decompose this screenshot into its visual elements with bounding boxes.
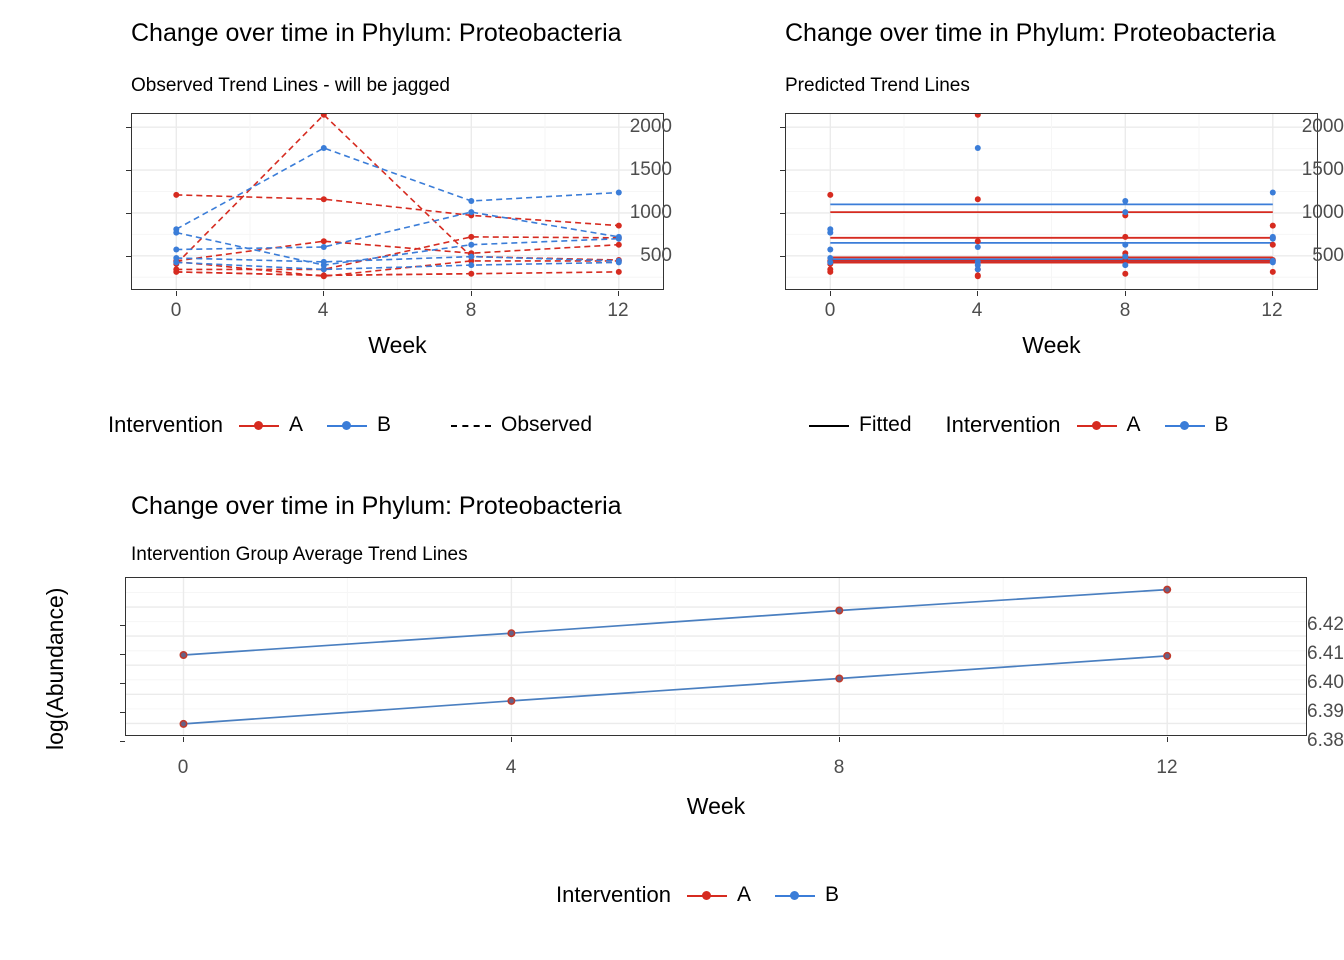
y-tickmark — [780, 127, 785, 128]
legend-label-a: A — [1126, 413, 1141, 436]
legend-title-intervention: Intervention — [556, 882, 671, 907]
x-tick-label: 12 — [1261, 300, 1283, 321]
legend-item-a[interactable] — [237, 413, 303, 437]
x-tickmark — [1125, 291, 1126, 296]
x-tick-label: 12 — [1156, 757, 1178, 778]
observed-legend — [108, 412, 614, 438]
x-tick-label: 0 — [170, 300, 182, 321]
legend-label-fitted: Fitted — [859, 413, 912, 436]
y-tick-label: 6.41 — [1307, 643, 1344, 664]
legend-key-b-icon — [773, 884, 817, 906]
y-tickmark — [780, 256, 785, 257]
legend-key-a-icon — [1075, 414, 1119, 436]
legend-key-b-icon — [1163, 414, 1207, 436]
legend-label-a: A — [736, 883, 751, 906]
panel-observed — [0, 0, 672, 460]
y-tick-label: 500 — [1312, 245, 1344, 266]
y-tickmark — [780, 170, 785, 171]
x-tick-label: 0 — [177, 757, 189, 778]
x-tick-label: 8 — [1119, 300, 1131, 321]
average-y-axis-title: log(Abundance) — [42, 587, 68, 750]
y-tick-label: 500 — [640, 245, 672, 266]
x-tickmark — [618, 291, 619, 296]
y-tickmark — [126, 127, 131, 128]
y-tick-label: 2000 — [1301, 116, 1344, 137]
legend-label-observed: Observed — [501, 413, 593, 436]
predicted-chart-svg — [786, 114, 1317, 289]
x-tick-label: 4 — [971, 300, 983, 321]
x-tickmark — [977, 291, 978, 296]
x-tick-label: 12 — [607, 300, 629, 321]
y-tickmark — [126, 170, 131, 171]
x-tickmark — [176, 291, 177, 296]
y-tickmark — [126, 256, 131, 257]
legend-item-b[interactable] — [325, 413, 391, 437]
panel-average — [0, 460, 1344, 960]
y-tick-label: 1500 — [629, 159, 672, 180]
observed-x-axis-title: Week — [368, 332, 427, 358]
legend-item-fitted[interactable] — [807, 413, 912, 437]
predicted-legend — [807, 412, 1251, 438]
legend-label-b: B — [824, 883, 839, 906]
x-tickmark — [830, 291, 831, 296]
x-tickmark — [1167, 737, 1168, 742]
legend-item-b[interactable] — [773, 883, 839, 907]
y-tickmark — [126, 213, 131, 214]
y-tick-label: 6.39 — [1307, 701, 1344, 722]
x-tickmark — [1272, 291, 1273, 296]
y-tickmark — [120, 654, 125, 655]
legend-label-a: A — [288, 413, 303, 436]
y-tick-label: 6.40 — [1307, 672, 1344, 693]
panel-predicted — [672, 0, 1344, 460]
average-legend — [556, 882, 861, 908]
legend-label-b: B — [1214, 413, 1229, 436]
y-tick-label: 1000 — [629, 202, 672, 223]
panel-predicted-subtitle: Predicted Trend Lines — [785, 75, 970, 96]
legend-key-fitted-icon — [807, 414, 851, 436]
predicted-plot-area — [785, 113, 1318, 290]
x-tick-label: 8 — [465, 300, 477, 321]
panel-observed-title: Change over time in Phylum: Proteobacteria — [131, 20, 622, 47]
y-tickmark — [120, 625, 125, 626]
y-tick-label: 1000 — [1301, 202, 1344, 223]
legend-key-b-icon — [325, 414, 369, 436]
y-tick-label: 2000 — [629, 116, 672, 137]
panel-predicted-title: Change over time in Phylum: Proteobacteria — [785, 20, 1276, 47]
average-chart-svg — [126, 578, 1306, 735]
panel-observed-subtitle: Observed Trend Lines - will be jagged — [131, 75, 450, 96]
legend-item-observed[interactable] — [449, 413, 592, 437]
x-tickmark — [471, 291, 472, 296]
legend-item-b[interactable] — [1163, 413, 1229, 437]
average-plot-area — [125, 577, 1307, 736]
legend-label-b: B — [376, 413, 391, 436]
x-tickmark — [839, 737, 840, 742]
y-tickmark — [120, 683, 125, 684]
y-tickmark — [120, 741, 125, 742]
x-tick-label: 8 — [833, 757, 845, 778]
x-tickmark — [183, 737, 184, 742]
y-tick-label: 1500 — [1301, 159, 1344, 180]
legend-item-a[interactable] — [685, 883, 751, 907]
legend-key-a-icon — [685, 884, 729, 906]
y-tickmark — [120, 712, 125, 713]
legend-title-intervention: Intervention — [945, 412, 1061, 437]
predicted-x-axis-title: Week — [1022, 332, 1081, 358]
x-tickmark — [323, 291, 324, 296]
x-tick-label: 4 — [317, 300, 329, 321]
y-tick-label: 6.38 — [1307, 730, 1344, 751]
legend-item-a[interactable] — [1075, 413, 1141, 437]
legend-key-a-icon — [237, 414, 281, 436]
average-x-axis-title: Week — [686, 793, 746, 819]
legend-title-intervention: Intervention — [108, 412, 223, 437]
y-tickmark — [780, 213, 785, 214]
x-tick-label: 0 — [824, 300, 836, 321]
panel-average-subtitle: Intervention Group Average Trend Lines — [131, 544, 468, 565]
legend-key-observed-icon — [449, 414, 493, 436]
x-tick-label: 4 — [505, 757, 517, 778]
y-tick-label: 6.42 — [1307, 614, 1344, 635]
x-tickmark — [511, 737, 512, 742]
panel-average-title: Change over time in Phylum: Proteobacteria — [131, 492, 622, 520]
